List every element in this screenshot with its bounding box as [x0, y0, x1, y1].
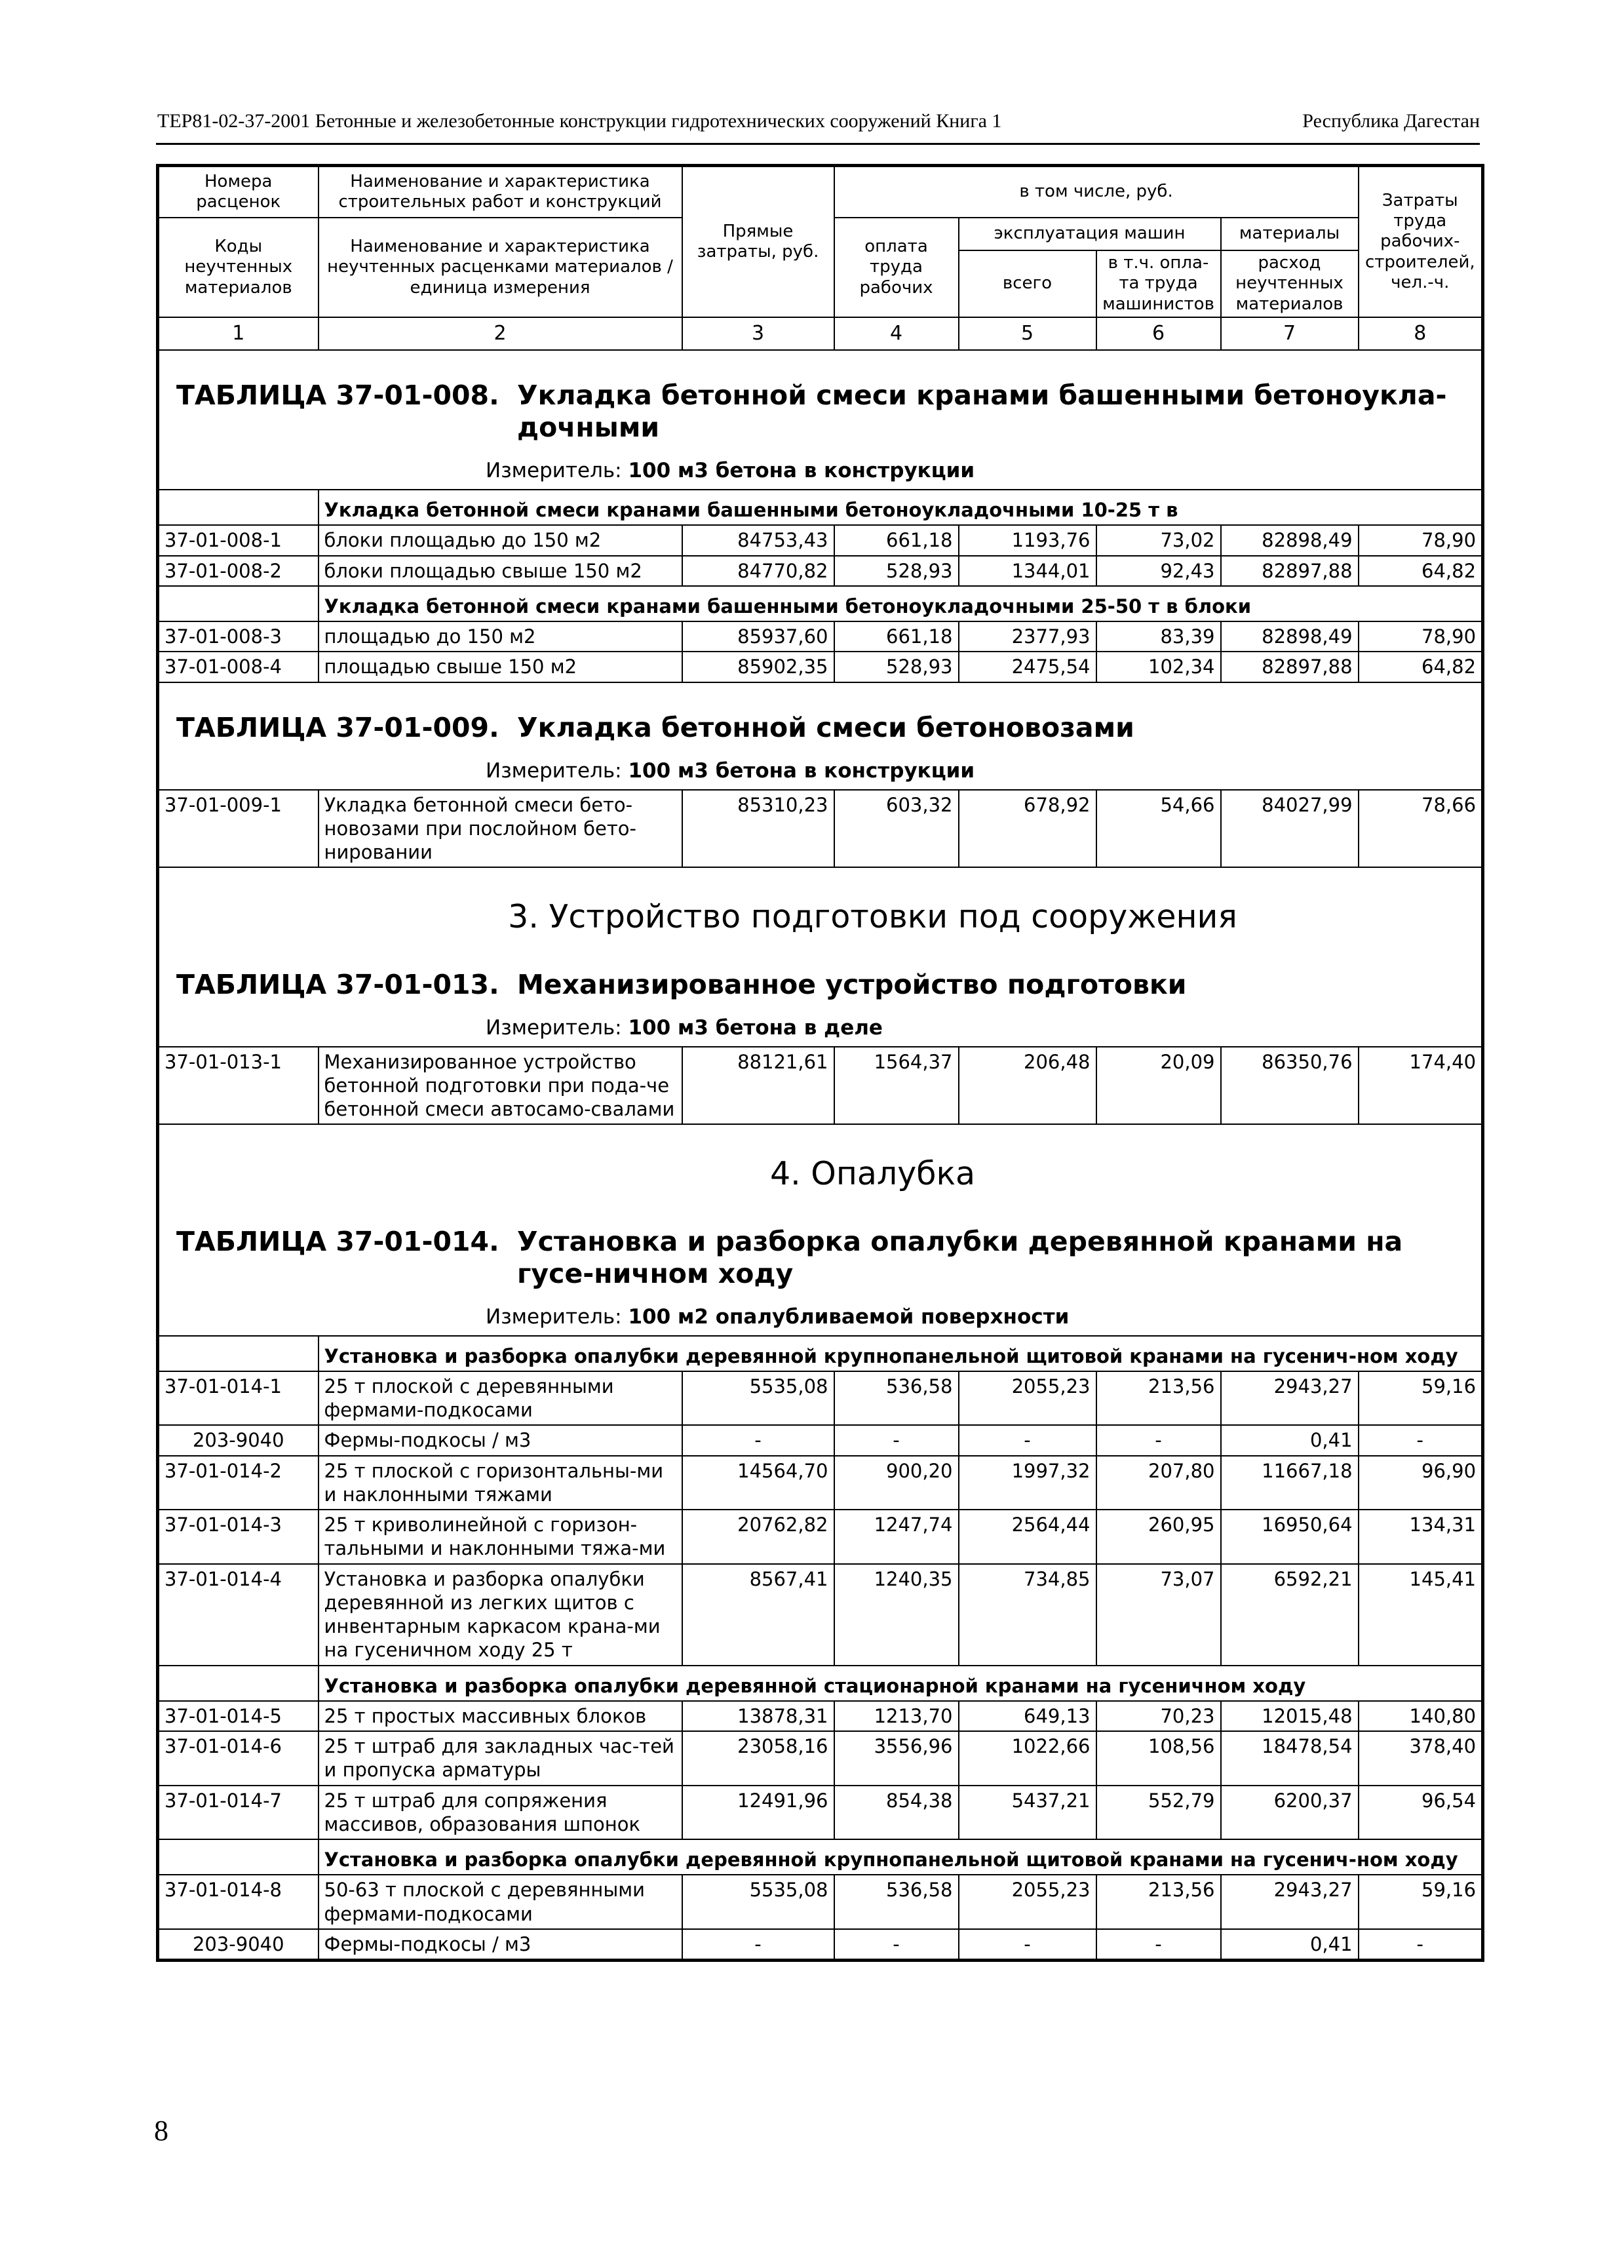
value-c5: 1997,32: [959, 1456, 1096, 1510]
value-c6: -: [1096, 1425, 1221, 1455]
measure-cell: [158, 747, 1483, 790]
value-c3: -: [682, 1425, 834, 1455]
work-name: 25 т криволинейной с горизон-тальными и наклонными тяжа-ми: [319, 1510, 682, 1564]
hdr-col1-top: Номера расценок: [158, 166, 319, 218]
value-c3: 85310,23: [682, 790, 834, 868]
price-table: [156, 164, 1484, 1962]
work-name: блоки площадью свыше 150 м2: [319, 556, 682, 586]
value-c7: 82897,88: [1221, 556, 1359, 586]
value-c6: 102,34: [1096, 652, 1221, 682]
value-c6: 70,23: [1096, 1701, 1221, 1731]
value-c4: 1213,70: [834, 1701, 959, 1731]
hdr-num: 5: [959, 317, 1096, 350]
work-name: Механизированное устройство бетонной подготовки при пода-че бетонной смеси автосамо-свалами: [319, 1047, 682, 1125]
table-row: [158, 556, 1483, 586]
group-subheading: Укладка бетонной смеси кранами башенными бетоноукладочными 10-25 т в: [319, 490, 1483, 525]
section-title: [158, 867, 1483, 939]
section-title: [158, 1124, 1483, 1196]
table-number: ТАБЛИЦА 37-01-009.: [176, 711, 499, 743]
work-name: 25 т плоской с горизонтальны-ми и наклонными тяжами: [319, 1456, 682, 1510]
measure-cell: [158, 446, 1483, 490]
value-c6: 20,09: [1096, 1047, 1221, 1125]
hdr-col5: всего: [959, 250, 1096, 317]
value-c4: 536,58: [834, 1875, 959, 1929]
work-name: 25 т простых массивных блоков: [319, 1701, 682, 1731]
hdr-col2-top: Наименование и характеристика строительных работ и конструкций: [319, 166, 682, 218]
value-c5: 649,13: [959, 1701, 1096, 1731]
table-row: [158, 1875, 1483, 1929]
value-c3: 84770,82: [682, 556, 834, 586]
material-row: [158, 1929, 1483, 1961]
value-c4: -: [834, 1425, 959, 1455]
measure-label: Измеритель:: [486, 1015, 622, 1040]
value-c6: 260,95: [1096, 1510, 1221, 1564]
hdr-col3: Прямые затраты, руб.: [682, 166, 834, 318]
hdr-col6: в т.ч. опла-та труда машинистов: [1096, 250, 1221, 317]
section-heading: 3. Устройство подготовки под сооружения: [508, 898, 1237, 936]
value-c8: 145,41: [1359, 1564, 1483, 1666]
measure-unit: 100 м3 бетона в деле: [628, 1015, 883, 1040]
hdr-col8: Затраты труда рабочих-строителей, чел.-ч.: [1359, 166, 1483, 318]
measure-label: Измеритель:: [486, 758, 622, 783]
value-c5: 206,48: [959, 1047, 1096, 1125]
value-c6: 207,80: [1096, 1456, 1221, 1510]
value-c5: 1344,01: [959, 556, 1096, 586]
value-c3: -: [682, 1929, 834, 1961]
value-c4: 1240,35: [834, 1564, 959, 1666]
value-c5: -: [959, 1425, 1096, 1455]
value-c8: 78,90: [1359, 621, 1483, 652]
value-c8: 140,80: [1359, 1701, 1483, 1731]
value-c6: 552,79: [1096, 1786, 1221, 1840]
value-c4: 536,58: [834, 1371, 959, 1426]
table-row: [158, 1510, 1483, 1564]
rate-code: 37-01-008-3: [158, 621, 319, 652]
group-subheading: Установка и разборка опалубки деревянной крупнопанельной щитовой кранами на гусенич-ном ходу: [319, 1839, 1483, 1875]
value-c3: 14564,70: [682, 1456, 834, 1510]
value-c3: 12491,96: [682, 1786, 834, 1840]
value-c8: 174,40: [1359, 1047, 1483, 1125]
rate-code: 37-01-014-5: [158, 1701, 319, 1731]
value-c7: 12015,48: [1221, 1701, 1359, 1731]
value-c6: 54,66: [1096, 790, 1221, 868]
table-row: [158, 1731, 1483, 1786]
value-c7: 82897,88: [1221, 652, 1359, 682]
work-name: площадью свыше 150 м2: [319, 652, 682, 682]
value-c8: 96,90: [1359, 1456, 1483, 1510]
table-title-cell: [158, 350, 1483, 446]
value-c5: 678,92: [959, 790, 1096, 868]
section-heading: 4. Опалубка: [769, 1155, 976, 1193]
table-header: [158, 166, 1483, 351]
value-c4: 661,18: [834, 525, 959, 555]
hdr-col4: оплата труда рабочих: [834, 218, 959, 317]
work-name: 25 т штраб для закладных час-тей и пропуска арматуры: [319, 1731, 682, 1786]
table-number: ТАБЛИЦА 37-01-013.: [176, 968, 499, 1000]
table-name: Установка и разборка опалубки деревянной кранами на гусе-ничном ходу: [517, 1225, 1403, 1289]
page-number: 8: [154, 2115, 168, 2147]
value-c7: 2943,27: [1221, 1875, 1359, 1929]
work-name: площадью до 150 м2: [319, 621, 682, 652]
hdr-num: 4: [834, 317, 959, 350]
measure-cell: [158, 1293, 1483, 1336]
value-c4: 3556,96: [834, 1731, 959, 1786]
value-c5: 2377,93: [959, 621, 1096, 652]
value-c4: 603,32: [834, 790, 959, 868]
hdr-num: 3: [682, 317, 834, 350]
rate-code: 37-01-014-6: [158, 1731, 319, 1786]
hdr-num: 8: [1359, 317, 1483, 350]
value-c8: 59,16: [1359, 1371, 1483, 1426]
value-c3: 88121,61: [682, 1047, 834, 1125]
value-c8: 96,54: [1359, 1786, 1483, 1840]
work-name: Фермы-подкосы / м3: [319, 1425, 682, 1455]
value-c5: 2564,44: [959, 1510, 1096, 1564]
value-c6: -: [1096, 1929, 1221, 1961]
value-c3: 84753,43: [682, 525, 834, 555]
value-c6: 73,07: [1096, 1564, 1221, 1666]
hdr-incl: в том числе, руб.: [834, 166, 1359, 218]
table-name: Укладка бетонной смеси бетоновозами: [517, 711, 1134, 743]
hdr-col7: расход неучтенных материалов: [1221, 250, 1359, 317]
table-row: [158, 790, 1483, 868]
work-name: 25 т штраб для сопряжения массивов, образования шпонок: [319, 1786, 682, 1840]
rate-code: 203-9040: [158, 1929, 319, 1961]
measure-label: Измеритель:: [486, 1304, 622, 1329]
group-subheading: Установка и разборка опалубки деревянной крупнопанельной щитовой кранами на гусенич-ном ходу: [319, 1336, 1483, 1371]
value-c7: 86350,76: [1221, 1047, 1359, 1125]
hdr-num: 7: [1221, 317, 1359, 350]
page-header-region: Республика Дагестан: [1302, 110, 1480, 132]
hdr-num: 1: [158, 317, 319, 350]
value-c7: 82898,49: [1221, 525, 1359, 555]
subheading-spacer: [158, 490, 319, 525]
value-c3: 85937,60: [682, 621, 834, 652]
value-c3: 85902,35: [682, 652, 834, 682]
rate-code: 37-01-014-2: [158, 1456, 319, 1510]
value-c6: 108,56: [1096, 1731, 1221, 1786]
value-c6: 83,39: [1096, 621, 1221, 652]
value-c8: 64,82: [1359, 652, 1483, 682]
value-c8: 59,16: [1359, 1875, 1483, 1929]
value-c7: 84027,99: [1221, 790, 1359, 868]
value-c5: 2055,23: [959, 1371, 1096, 1426]
value-c3: 13878,31: [682, 1701, 834, 1731]
table-row: [158, 1564, 1483, 1666]
value-c7: 6592,21: [1221, 1564, 1359, 1666]
rate-code: 37-01-008-1: [158, 525, 319, 555]
table-title-cell: [158, 940, 1483, 1004]
value-c8: 134,31: [1359, 1510, 1483, 1564]
value-c4: 661,18: [834, 621, 959, 652]
work-name: 25 т плоской с деревянными фермами-подкосами: [319, 1371, 682, 1426]
rate-code: 37-01-014-7: [158, 1786, 319, 1840]
work-name: Укладка бетонной смеси бето-новозами при послойном бето-нировании: [319, 790, 682, 868]
work-name: Фермы-подкосы / м3: [319, 1929, 682, 1961]
value-c3: 23058,16: [682, 1731, 834, 1786]
value-c5: -: [959, 1929, 1096, 1961]
value-c6: 73,02: [1096, 525, 1221, 555]
value-c5: 5437,21: [959, 1786, 1096, 1840]
table-row: [158, 1701, 1483, 1731]
rate-code: 37-01-014-4: [158, 1564, 319, 1666]
value-c8: 378,40: [1359, 1731, 1483, 1786]
table-row: [158, 1786, 1483, 1840]
rate-code: 37-01-009-1: [158, 790, 319, 868]
measure-cell: [158, 1004, 1483, 1047]
table-number: ТАБЛИЦА 37-01-014.: [176, 1225, 499, 1257]
value-c4: 1247,74: [834, 1510, 959, 1564]
measure-unit: 100 м3 бетона в конструкции: [628, 758, 975, 783]
value-c8: 78,90: [1359, 525, 1483, 555]
value-c8: -: [1359, 1929, 1483, 1961]
value-c7: 82898,49: [1221, 621, 1359, 652]
subheading-spacer: [158, 586, 319, 621]
rate-code: 37-01-008-4: [158, 652, 319, 682]
header-rule: [156, 143, 1480, 145]
hdr-col2-bottom: Наименование и характеристика неучтенных расценками материалов / единица измерения: [319, 218, 682, 317]
value-c4: 528,93: [834, 652, 959, 682]
table-title-cell: [158, 682, 1483, 747]
value-c8: 64,82: [1359, 556, 1483, 586]
hdr-col1-bottom: Коды неучтенных материалов: [158, 218, 319, 317]
value-c4: 1564,37: [834, 1047, 959, 1125]
table-row: [158, 1456, 1483, 1510]
measure-unit: 100 м2 опалубливаемой поверхности: [628, 1304, 1070, 1329]
rate-code: 37-01-014-1: [158, 1371, 319, 1426]
subheading-spacer: [158, 1839, 319, 1875]
work-name: 50-63 т плоской с деревянными фермами-подкосами: [319, 1875, 682, 1929]
value-c7: 11667,18: [1221, 1456, 1359, 1510]
hdr-materials: материалы: [1221, 218, 1359, 250]
work-name: Установка и разборка опалубки деревянной из легких щитов с инвентарным каркасом крана-ми на гусеничном ходу 25 т: [319, 1564, 682, 1666]
value-c6: 213,56: [1096, 1875, 1221, 1929]
value-c4: -: [834, 1929, 959, 1961]
table-row: [158, 652, 1483, 682]
hdr-num: 6: [1096, 317, 1221, 350]
table-row: [158, 1047, 1483, 1125]
value-c7: 6200,37: [1221, 1786, 1359, 1840]
subheading-spacer: [158, 1336, 319, 1371]
rate-code: 203-9040: [158, 1425, 319, 1455]
value-c8: -: [1359, 1425, 1483, 1455]
value-c5: 1022,66: [959, 1731, 1096, 1786]
table-row: [158, 525, 1483, 555]
value-c7: 16950,64: [1221, 1510, 1359, 1564]
subheading-spacer: [158, 1666, 319, 1701]
value-c6: 92,43: [1096, 556, 1221, 586]
hdr-num: 2: [319, 317, 682, 350]
value-c4: 528,93: [834, 556, 959, 586]
measure-unit: 100 м3 бетона в конструкции: [628, 459, 975, 483]
value-c3: 5535,08: [682, 1875, 834, 1929]
value-c6: 213,56: [1096, 1371, 1221, 1426]
group-subheading: Установка и разборка опалубки деревянной стационарной кранами на гусеничном ходу: [319, 1666, 1483, 1701]
page-header-title: ТЕР81-02-37-2001 Бетонные и железобетонные конструкции гидротехнических сооружений Книга 1: [157, 110, 1002, 132]
rate-code: 37-01-008-2: [158, 556, 319, 586]
value-c7: 0,41: [1221, 1425, 1359, 1455]
work-name: блоки площадью до 150 м2: [319, 525, 682, 555]
table-name: Механизированное устройство подготовки: [517, 968, 1187, 1000]
value-c4: 900,20: [834, 1456, 959, 1510]
measure-label: Измеритель:: [486, 459, 622, 483]
value-c3: 5535,08: [682, 1371, 834, 1426]
value-c7: 18478,54: [1221, 1731, 1359, 1786]
table-number: ТАБЛИЦА 37-01-008.: [176, 380, 499, 411]
value-c5: 734,85: [959, 1564, 1096, 1666]
value-c4: 854,38: [834, 1786, 959, 1840]
value-c7: 2943,27: [1221, 1371, 1359, 1426]
rate-code: 37-01-014-8: [158, 1875, 319, 1929]
table-body: [158, 350, 1483, 1961]
table-name: Укладка бетонной смеси кранами башенными бетоноукла-дочными: [517, 380, 1447, 444]
table-title-cell: [158, 1197, 1483, 1293]
value-c8: 78,66: [1359, 790, 1483, 868]
table-row: [158, 621, 1483, 652]
table-row: [158, 1371, 1483, 1426]
rate-code: 37-01-013-1: [158, 1047, 319, 1125]
value-c5: 2475,54: [959, 652, 1096, 682]
value-c3: 8567,41: [682, 1564, 834, 1666]
group-subheading: Укладка бетонной смеси кранами башенными бетоноукладочными 25-50 т в блоки: [319, 586, 1483, 621]
material-row: [158, 1425, 1483, 1455]
value-c5: 1193,76: [959, 525, 1096, 555]
hdr-machines: эксплуатация машин: [959, 218, 1221, 250]
value-c7: 0,41: [1221, 1929, 1359, 1961]
value-c5: 2055,23: [959, 1875, 1096, 1929]
value-c3: 20762,82: [682, 1510, 834, 1564]
rate-code: 37-01-014-3: [158, 1510, 319, 1564]
